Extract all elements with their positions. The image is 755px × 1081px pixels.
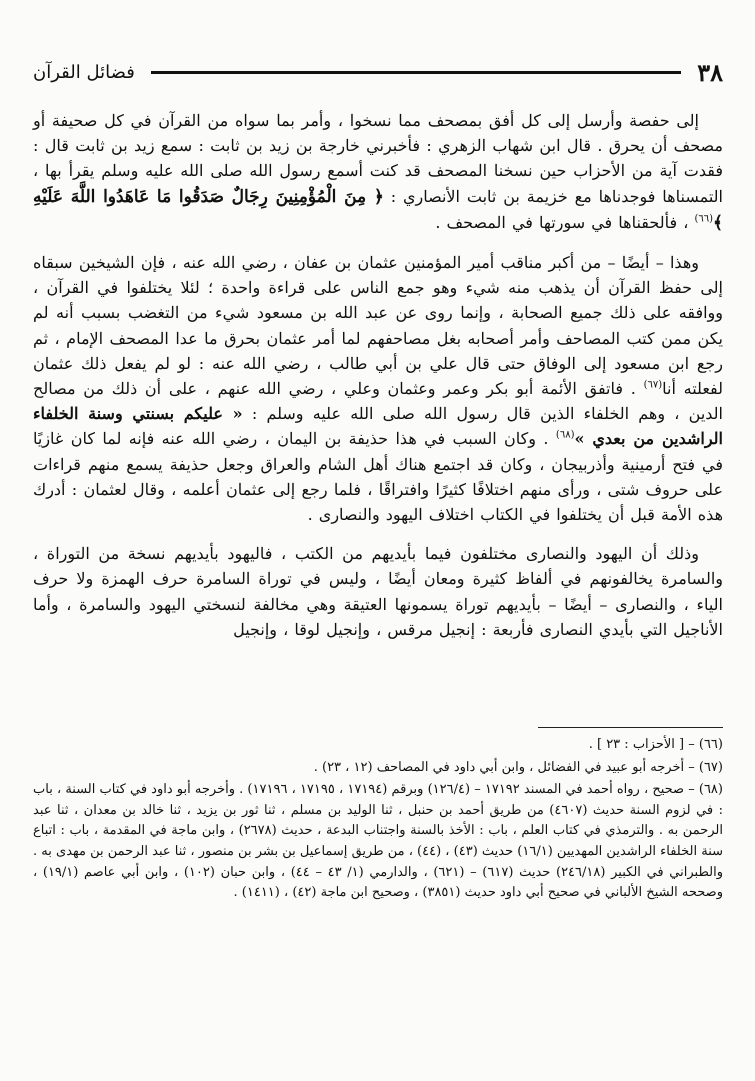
footnote-ref-67: (٦٧) [643,379,663,391]
paragraph-2-text-c: . وكان السبب في هذا حذيفة بن اليمان ، رضي الله عنه فإنه لما كان غازيًا في فتح أرمينية وأذربيجان ، وكان قد اجتمع هناك أهل الشام والعراق وجعل حذيفة يسمع منهم قراءات على حروف شتى ، ورأى منهم اختلافًا كثيرًا وافتراقًا ، فلما رجع إلى عثمان أعلمه ، وقال لعثمان : أدرك هذه الأمة قبل أن يختلفوا في الكتاب اختلاف اليهود والنصارى . [33,429,724,525]
header-rule [151,71,681,77]
hadith-quote: « عليكم بسنتي وسنة الخلفاء الراشدين من بعدي » [33,404,723,449]
paragraph-2-text-b: . فاتفق الأئمة أبو بكر وعمر وعثمان وعلي ، رضي الله عنهم ، على أن ذلك من مصالح الدين ، وهم الخلفاء الذين قال رسول الله صلى الله عليه وسلم : [33,379,723,424]
footnote-rule [538,727,723,728]
footnote-67: (٦٧) – أخرجه أبو عبيد في الفضائل ، وابن أبي داود في المصاحف (١٢ ، ٢٣) . [313,759,723,775]
footnote-66: (٦٦) – [ الأحزاب : ٢٣ ] . [588,737,723,752]
page-header [33,54,723,90]
page-number: ٣٨ [697,57,723,87]
paragraph-1-text-a: إلى حفصة وأرسل إلى كل أفق بمصحف مما نسخوا ، وأمر بما سواه من القرآن في كل صحيفة أو مصحف أن يحرق . قال ابن شهاب الزهري : فأخبرني خارجة بن زيد بن ثابت : سمع زيد بن ثابت قال : فقدت آية من الأحزاب حين نسخنا المصحف قد كنت أسمع رسول الله صلى الله عليه وسلم يقرأ بها ، التمسناها فوجدناها مع خزيمة بن ثابت الأنصاري : [33,111,724,206]
main-text [33,108,723,642]
footnote-ref-68: (٦٨) [555,430,575,442]
paragraph-2-text-a: وهذا – أيضًا – من أكبر مناقب أمير المؤمنين عثمان بن عفان ، رضي الله عنه ، فإن الشيخين سبقاه إلى حفظ القرآن أن يذهب منه شيء وهو جمع الناس على قراءة واحدة ؛ لئلا يختلفوا في القرآن ، ووافقه على ذلك جميع الصحابة ، وإنما روى عن عبد الله بن مسعود شيء من التغضب بسبب أنه لم يكن ممن كتب المصاحف وأمر أصحابه بغل مصاحفهم لما أمر عثمان بحرق ما عدا المصحف الإمام ، ثم رجع ابن مسعود إلى الوفاق حتى قال علي بن أبي طالب ، رضي الله عنه : لو لم يفعل ذلك عثمان لفعلته أنا [33,253,724,399]
paragraph-1-text-b: ، فألحقناها في سورتها في المصحف . [435,212,689,232]
footnote-ref-66: (٦٦) [694,213,714,225]
paragraph-1 [33,108,723,236]
footnotes [33,735,723,906]
paragraph-3: وذلك أن اليهود والنصارى مختلفون فيما بأيديهم من الكتب ، فاليهود بأيديهم نسخة من التوراة ، والسامرة يخالفونهم في ألفاظ كثيرة ومعان أيضًا ، وليس في توراة السامرة حرف الهمزة ولا حرف الياء ، والنصارى – أيضًا – بأيديهم توراة يسمونها العتيقة وهي مخالفة لنسختي اليهود والسامرة ، وأما الأناجيل التي بأيدي النصارى فأربعة : إنجيل مرقس ، وإنجيل لوقا ، وإنجيل [33,544,724,639]
footnote-68: (٦٨) – صحيح ، رواه أحمد في المسند ١٧١٩٢ – (١٢٦/٤) وبرقم (١٧١٩٤ ، ١٧١٩٥ ، ١٧١٩٦) . وأخرجه أبو داود في كتاب السنة ، باب : في لزوم السنة حديث (٤٦٠٧) من طريق أحمد بن حنبل ، ثنا الوليد بن مسلم ، ثنا ثور بن يزيد ، ثنا خالد بن معدان ، ثنا عبد الرحمن به . والترمذي في كتاب العلم ، باب : الأخذ بالسنة واجتناب البدعة ، حديث (٢٦٧٨) ، وابن ماجة في المقدمة ، باب : اتباع سنة الخلفاء الراشدين المهديين (١٦/١) حديث (٤٣) ، (٤٤) ، من طريق إسماعيل بن بشر بن منصور ، ثنا عبد الرحمن بن مهدى به . والطبراني في الكبير (٢٤٦/١٨) حديث (٦١٧) – (٦٢١) ، والدارمي (١/ ٤٣ – ٤٤) ، وابن حبان (١٠٢) ، وابن أبي عاصم (١٩/١) ، وصححه الشيخ الألباني في صحيح أبي داود حديث (٣٨٥١) ، وصحيح ابن ماجة (٤٢) ، (١٤١١) . [33,782,724,901]
running-head: فضائل القرآن [33,61,135,83]
paragraph-2 [33,250,723,527]
quran-verse: ﴿ مِنَ الْمُؤْمِنِينَ رِجَالٌ صَدَقُوا مَا عَاهَدُوا اللَّهَ عَلَيْهِ ﴾ [33,186,723,233]
